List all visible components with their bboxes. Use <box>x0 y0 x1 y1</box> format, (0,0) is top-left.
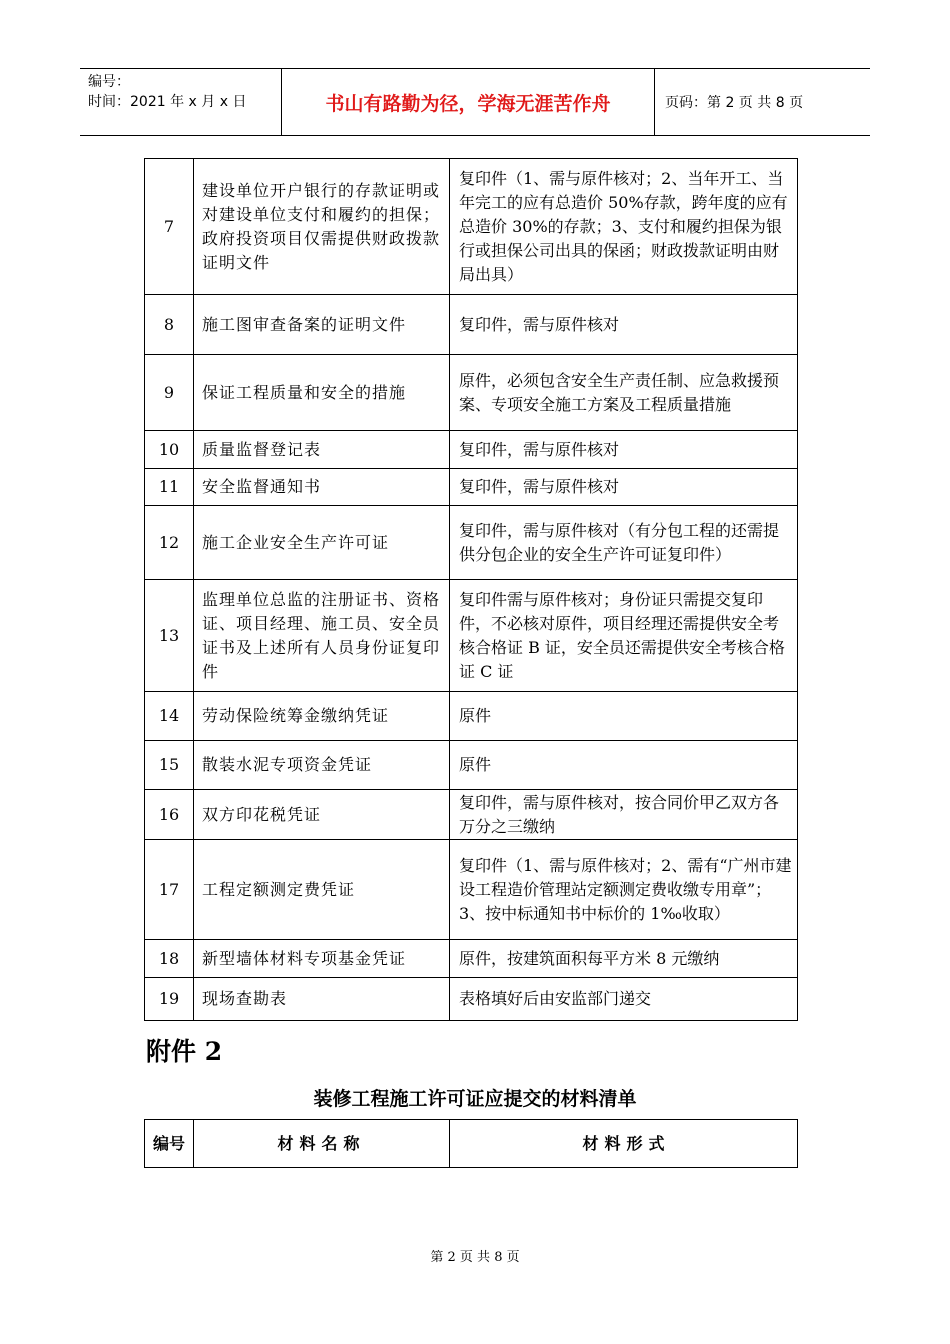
material-form: 复印件，需与原件核对（有分包工程的还需提供分包企业的安全生产许可证复印件） <box>450 506 798 580</box>
row-number: 14 <box>145 692 194 741</box>
table-row <box>145 741 798 790</box>
table-row <box>145 940 798 978</box>
appendix-heading: 附件 2 <box>146 1037 223 1066</box>
row-number: 16 <box>145 790 194 840</box>
row-number: 9 <box>145 355 194 431</box>
header-motto: 书山有路勤为径，学海无涯苦作舟 <box>282 69 655 135</box>
date-label: 时间：2021 年 x 月 x 日 <box>88 94 247 110</box>
table-row <box>145 978 798 1021</box>
table-row <box>145 692 798 741</box>
row-number: 18 <box>145 940 194 978</box>
table-row <box>145 790 798 840</box>
material-name: 监理单位总监的注册证书、资格证、项目经理、施工员、安全员证书及上述所有人员身份证复印件 <box>194 580 450 692</box>
material-form: 复印件（1、需与原件核对；2、需有“广州市建设工程造价管理站定额测定费收缴专用章”；3、按中标通知书中标价的 1‰收取） <box>450 840 798 940</box>
table-row <box>145 469 798 506</box>
material-name: 施工企业安全生产许可证 <box>194 506 450 580</box>
material-form: 复印件，需与原件核对，按合同价甲乙双方各万分之三缴纳 <box>450 790 798 840</box>
material-form: 复印件（1、需与原件核对；2、当年开工、当年完工的应有总造价 50%存款，跨年度的应有总造价 30%的存款；3、支付和履约担保为银行或担保公司出具的保函；财政拨款证明由财局出具） <box>450 159 798 295</box>
row-number: 12 <box>145 506 194 580</box>
material-name: 质量监督登记表 <box>194 431 450 469</box>
header-meta <box>80 69 282 135</box>
row-number: 10 <box>145 431 194 469</box>
row-number: 7 <box>145 159 194 295</box>
row-number: 15 <box>145 741 194 790</box>
row-number: 13 <box>145 580 194 692</box>
material-name: 新型墙体材料专项基金凭证 <box>194 940 450 978</box>
table-header-row <box>145 1120 798 1168</box>
material-form: 复印件需与原件核对；身份证只需提交复印件，不必核对原件，项目经理还需提供安全考核合格证 B 证，安全员还需提供安全考核合格证 C 证 <box>450 580 798 692</box>
table-row <box>145 431 798 469</box>
header-name: 材料名称 <box>194 1120 450 1168</box>
serial-label: 编号： <box>88 74 130 90</box>
material-name: 建设单位开户银行的存款证明或对建设单位支付和履约的担保；政府投资项目仅需提供财政拨款证明文件 <box>194 159 450 295</box>
material-form: 原件，按建筑面积每平方米 8 元缴纳 <box>450 940 798 978</box>
header-form: 材料形式 <box>450 1120 798 1168</box>
table-row <box>145 840 798 940</box>
table-row <box>145 506 798 580</box>
table-row <box>145 355 798 431</box>
page-header <box>80 68 870 136</box>
appendix-title: 装修工程施工许可证应提交的材料清单 <box>313 1088 637 1110</box>
material-name: 现场查勘表 <box>194 978 450 1021</box>
material-name: 双方印花税凭证 <box>194 790 450 840</box>
appendix-table <box>144 1119 798 1168</box>
header-page-info: 页码：第 2 页 共 8 页 <box>665 95 804 111</box>
page-footer: 第 2 页 共 8 页 <box>430 1250 520 1265</box>
table-row <box>145 295 798 355</box>
row-number: 17 <box>145 840 194 940</box>
materials-table <box>144 158 798 1021</box>
material-form: 复印件，需与原件核对 <box>450 431 798 469</box>
row-number: 19 <box>145 978 194 1021</box>
material-name: 劳动保险统筹金缴纳凭证 <box>194 692 450 741</box>
material-form: 复印件，需与原件核对 <box>450 295 798 355</box>
material-name: 散装水泥专项资金凭证 <box>194 741 450 790</box>
table-row <box>145 580 798 692</box>
header-no: 编号 <box>145 1120 194 1168</box>
material-name: 施工图审查备案的证明文件 <box>194 295 450 355</box>
row-number: 8 <box>145 295 194 355</box>
material-name: 保证工程质量和安全的措施 <box>194 355 450 431</box>
material-form: 原件 <box>450 692 798 741</box>
material-form: 原件，必须包含安全生产责任制、应急救援预案、专项安全施工方案及工程质量措施 <box>450 355 798 431</box>
row-number: 11 <box>145 469 194 506</box>
material-form: 原件 <box>450 741 798 790</box>
table-row <box>145 159 798 295</box>
material-name: 安全监督通知书 <box>194 469 450 506</box>
material-name: 工程定额测定费凭证 <box>194 840 450 940</box>
material-form: 复印件，需与原件核对 <box>450 469 798 506</box>
material-form: 表格填好后由安监部门递交 <box>450 978 798 1021</box>
